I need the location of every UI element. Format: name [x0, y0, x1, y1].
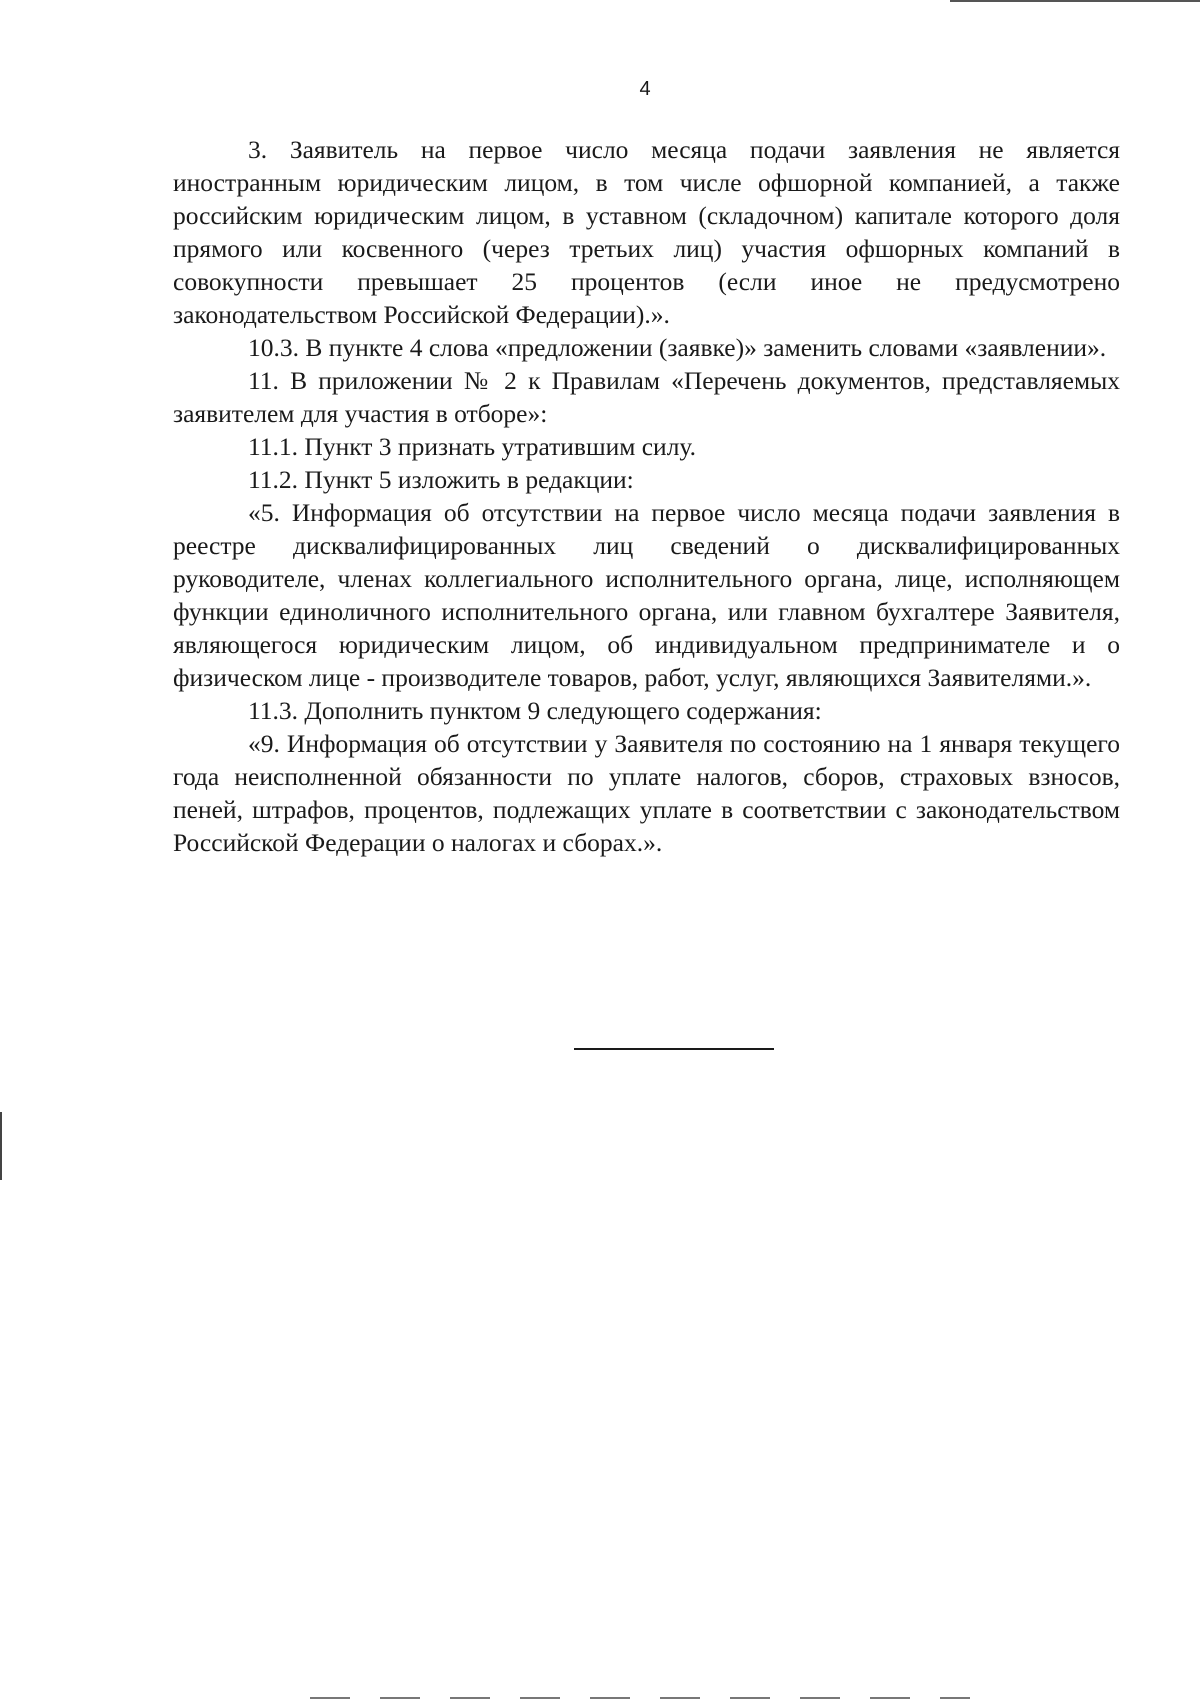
paragraph-clause-3: 3. Заявитель на первое число месяца подачи заявления не является иностранным юридическим лицом, в том числе офшорной компанией, а также российским юридическим лицом, в уставном (складочном) капитале которого доля прямого или косвенного (через третьих лиц) участия офшорных компаний в совокупности превышает 25 процентов (если иное не предусмотрено законодательством Российской Федерации).». [173, 135, 1120, 329]
paragraph-10-3: 10.3. В пункте 4 слова «предложении (заявке)» заменить словами «заявлении». [248, 333, 1107, 362]
document-body [173, 133, 1120, 859]
paragraph-11: 11. В приложении № 2 к Правилам «Перечень документов, представляемых заявителем для участия в отборе»: [173, 366, 1120, 428]
paragraph-11-3: 11.3. Дополнить пунктом 9 следующего содержания: [248, 696, 822, 725]
paragraph-item-5-text: «5. Информация об отсутствии на первое число месяца подачи заявления в реестре дисквалифицированных лиц сведений о дисквалифицированных руководителе, членах коллегиального исполнительного органа, лице, исполняющем функции единоличного исполнительного органа, или главном бухгалтере Заявителя, являющегося юридическим лицом, об индивидуальном предпринимателе и о физическом лице - производителе товаров, работ, услуг, являющихся Заявителями.». [173, 498, 1120, 692]
scan-edge-line-top [950, 0, 1200, 2]
paragraph-11-1: 11.1. Пункт 3 признать утратившим силу. [248, 432, 697, 461]
end-of-document-rule [574, 1048, 774, 1050]
scan-edge-mark-left [0, 1112, 2, 1180]
paragraph-11-2: 11.2. Пункт 5 изложить в редакции: [248, 465, 634, 494]
page-number: 4 [639, 78, 651, 100]
paragraph-item-9-text: «9. Информация об отсутствии у Заявителя по состоянию на 1 января текущего года неисполненной обязанности по уплате налогов, сборов, страховых взносов, пеней, штрафов, процентов, подлежащих уплате в соответствии с законодательством Российской Федерации о налогах и сборах.». [173, 729, 1120, 857]
